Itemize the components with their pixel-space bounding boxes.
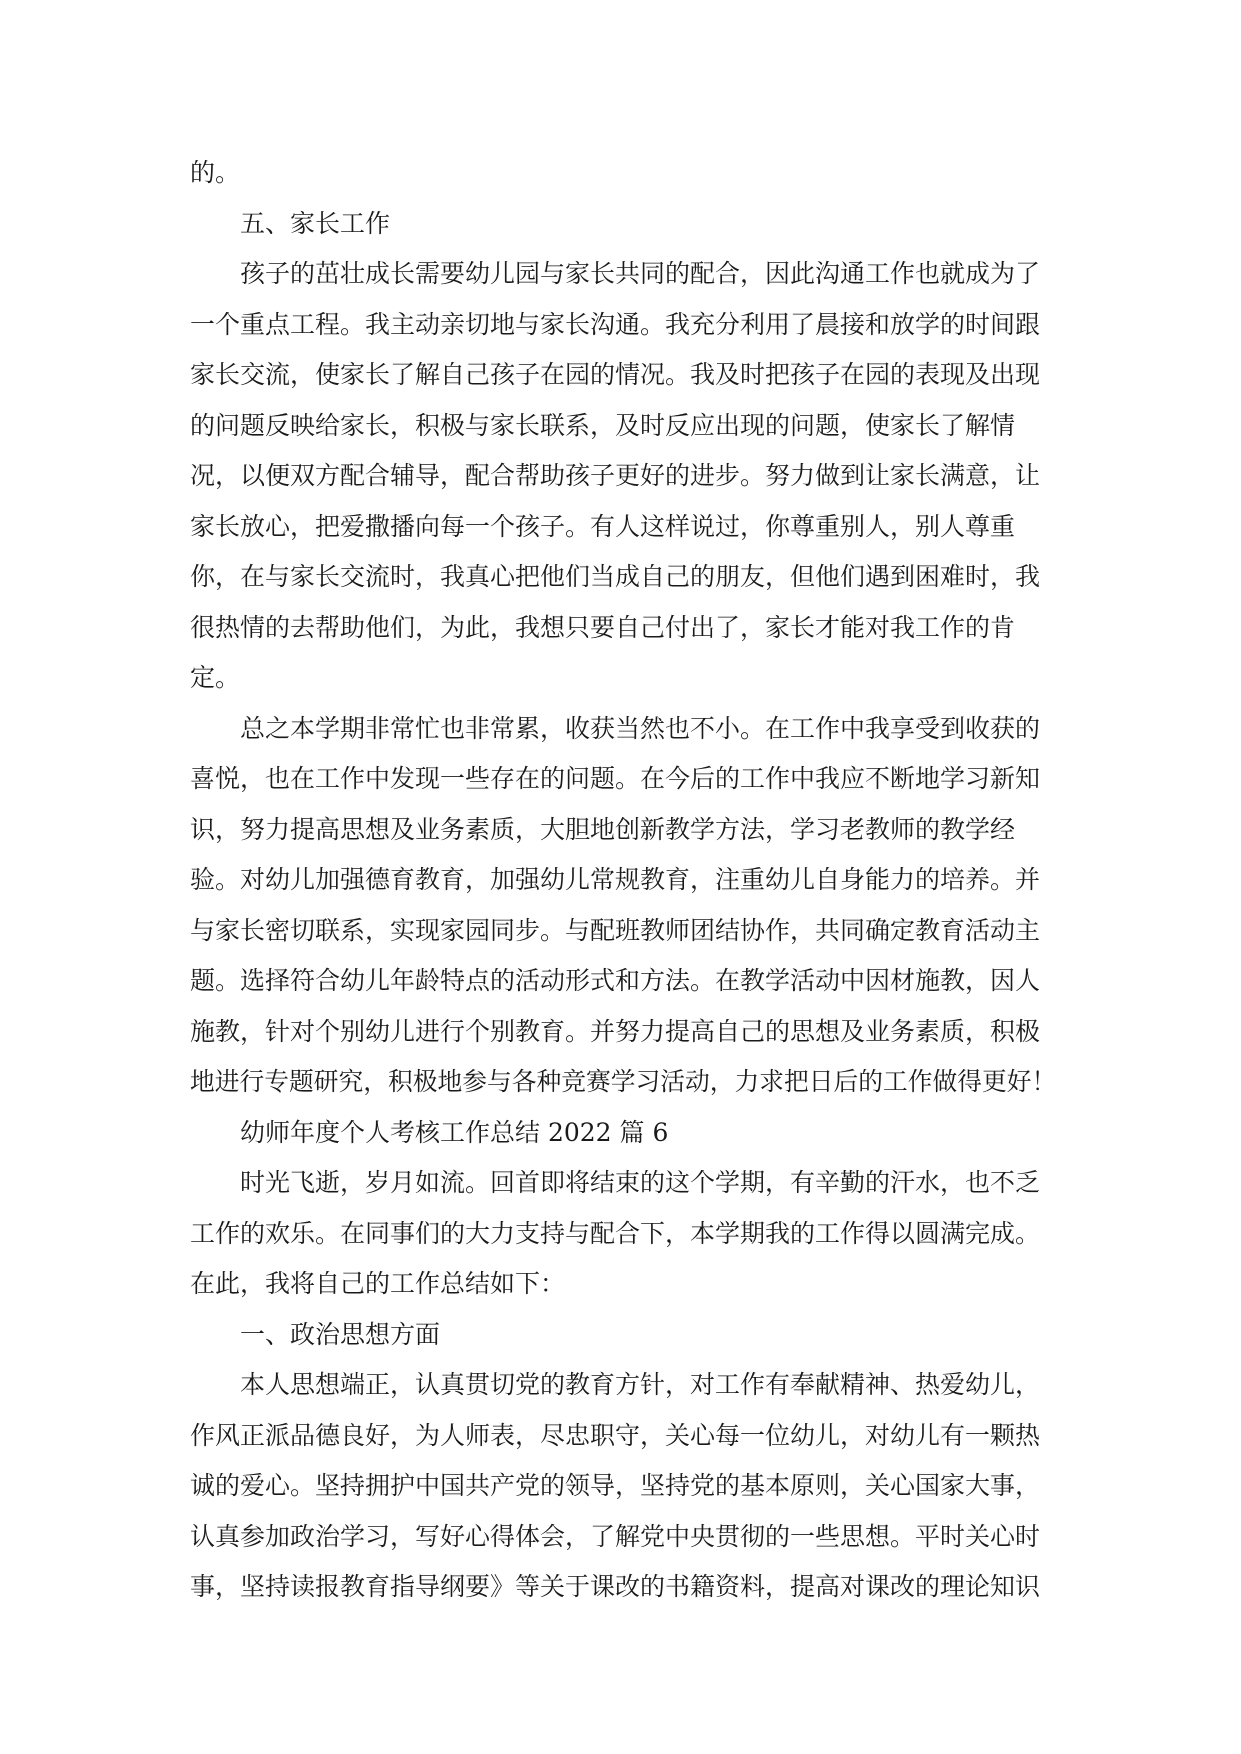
text-line: 事，坚持读报教育指导纲要》等关于课改的书籍资料，提高对课改的理论知识 bbox=[190, 1572, 1041, 1601]
text-line: 家长放心，把爱撒播向每一个孩子。有人这样说过，你尊重别人，别人尊重 bbox=[190, 511, 1016, 541]
text-line: 一、政治思想方面 bbox=[240, 1319, 441, 1349]
text-line: 的。 bbox=[190, 158, 241, 187]
text-line: 时光飞逝，岁月如流。回首即将结束的这个学期，有辛勤的汗水，也不乏 bbox=[240, 1168, 1041, 1197]
text-line: 幼师年度个人考核工作总结 2022 篇 6 bbox=[240, 1117, 669, 1147]
text-line: 诚的爱心。坚持拥护中国共产党的领导，坚持党的基本原则，关心国家大事， bbox=[190, 1471, 1041, 1500]
text-line: 认真参加政治学习，写好心得体会，了解党中央贯彻的一些思想。平时关心时 bbox=[190, 1521, 1041, 1551]
text-line: 喜悦，也在工作中发现一些存在的问题。在今后的工作中我应不断地学习新知 bbox=[190, 764, 1041, 793]
text-line: 的问题反映给家长，积极与家长联系，及时反应出现的问题，使家长了解情 bbox=[190, 410, 1016, 440]
text-line: 五、家长工作 bbox=[240, 208, 391, 238]
text-line: 在此，我将自己的工作总结如下： bbox=[190, 1269, 566, 1298]
text-line: 你，在与家长交流时，我真心把他们当成自己的朋友，但他们遇到困难时，我 bbox=[190, 562, 1041, 591]
text-line: 本人思想端正，认真贯切党的教育方针，对工作有奉献精神、热爱幼儿， bbox=[240, 1370, 1041, 1399]
text-line: 一个重点工程。我主动亲切地与家长沟通。我充分利用了晨接和放学的时间跟 bbox=[190, 309, 1041, 339]
text-line: 很热情的去帮助他们，为此，我想只要自己付出了，家长才能对我工作的肯 bbox=[190, 612, 1016, 642]
document-body bbox=[190, 148, 1060, 1613]
text-line: 作风正派品德良好，为人师表，尽忠职守，关心每一位幼儿，对幼儿有一颗热 bbox=[190, 1420, 1041, 1450]
text-line: 施教，针对个别幼儿进行个别教育。并努力提高自己的思想及业务素质，积极 bbox=[190, 1016, 1041, 1046]
text-line: 总之本学期非常忙也非常累，收获当然也不小。在工作中我享受到收获的 bbox=[240, 713, 1041, 743]
text-line: 况，以便双方配合辅导，配合帮助孩子更好的进步。努力做到让家长满意，让 bbox=[190, 461, 1041, 490]
text-line: 工作的欢乐。在同事们的大力支持与配合下，本学期我的工作得以圆满完成。 bbox=[190, 1218, 1041, 1248]
text-line: 孩子的茁壮成长需要幼儿园与家长共同的配合，因此沟通工作也就成为了 bbox=[240, 259, 1041, 288]
text-line: 题。选择符合幼儿年龄特点的活动形式和方法。在教学活动中因材施教，因人 bbox=[190, 966, 1041, 995]
text-line: 识，努力提高思想及业务素质，大胆地创新教学方法，学习老教师的教学经 bbox=[190, 814, 1016, 844]
text-line: 验。对幼儿加强德育教育，加强幼儿常规教育，注重幼儿自身能力的培养。并 bbox=[190, 865, 1041, 894]
text-line: 地进行专题研究，积极地参与各种竞赛学习活动，力求把日后的工作做得更好！ bbox=[190, 1067, 1057, 1096]
text-line: 家长交流，使家长了解自己孩子在园的情况。我及时把孩子在园的表现及出现 bbox=[190, 360, 1041, 389]
text-line: 定。 bbox=[190, 663, 241, 692]
text-line: 与家长密切联系，实现家园同步。与配班教师团结协作，共同确定教育活动主 bbox=[190, 915, 1041, 945]
